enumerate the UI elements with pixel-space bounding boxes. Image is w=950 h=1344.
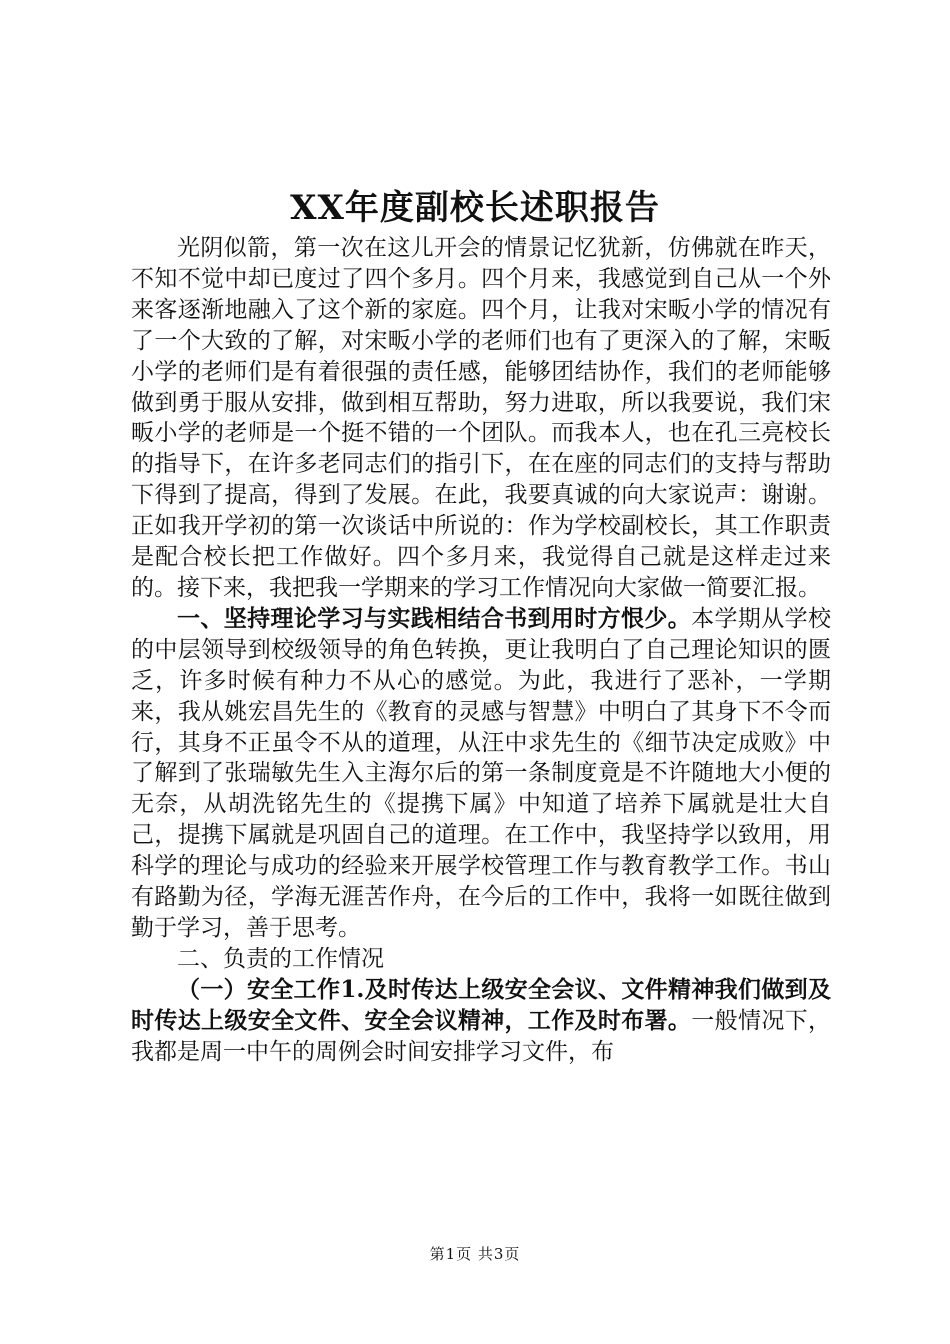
paragraph-section-2 [131,944,831,975]
page-number-footer: 第1页 共3页 [429,1245,521,1263]
document-body [131,233,831,1067]
paragraph-section-1 [131,604,831,944]
subsection-1-heading: （一）安全工作1.及时传达上级安全会议、文件精神我们做到及时传达上级安全文件、安全会议精神，工作及时布署。 [131,975,831,1034]
section-1-text: 本学期从学校的中层领导到校级领导的角色转换，更让我明白了自己理论知识的匮乏，许多时候有种力不从心的感觉。为此，我进行了恶补，一学期来，我从姚宏昌先生的《教育的灵感与智慧》中明白了其身下不令而行，其身不正虽令不从的道理，从汪中求先生的《细节决定成败》中了解到了张瑞敏先生入主海尔后的第一条制度竟是不许随地大小便的无奈，从胡洗铭先生的《提携下属》中知道了培养下属就是壮大自己，提携下属就是巩固自己的道理。在工作中，我坚持学以致用，用科学的理论与成功的经验来开展学校管理工作与教育教学工作。书山有路勤为径，学海无涯苦作舟，在今后的工作中，我将一如既往做到勤于学习，善于思考。 [131,605,832,941]
paragraph-intro [131,233,831,604]
subsection-1-text: 一般情况下，我都是周一中午的周例会时间安排学习文件，布 [131,1007,832,1065]
paragraph-intro-text: 光阴似箭，第一次在这儿开会的情景记忆犹新，仿佛就在昨天，不知不觉中却已度过了四个多月。四个月来，我感觉到自己从一个外来客逐渐地融入了这个新的家庭。四个月，让我对宋畈小学的情况有了一个大致的了解，对宋畈小学的老师们也有了更深入的了解，宋畈小学的老师们是有着很强的责任感，能够团结协作，我们的老师能够做到勇于服从安排，做到相互帮助，努力进取，所以我要说，我们宋畈小学的老师是一个挺不错的一个团队。而我本人，也在孔三亮校长的指导下，在许多老同志们的指引下，在在座的同志们的支持与帮助下得到了提高，得到了发展。在此，我要真诚的向大家说声：谢谢。正如我开学初的第一次谈话中所说的：作为学校副校长，其工作职责是配合校长把工作做好。四个多月来，我觉得自己就是这样走过来的。接下来，我把我一学期来的学习工作情况向大家做一简要汇报。 [131,235,831,601]
paragraph-subsection-1 [131,975,831,1068]
document-title: XX年度副校长述职报告 [290,188,660,228]
section-2-heading: 二、负责的工作情况 [177,945,384,972]
section-1-heading: 一、坚持理论学习与实践相结合书到用时方恨少。 [177,604,692,632]
